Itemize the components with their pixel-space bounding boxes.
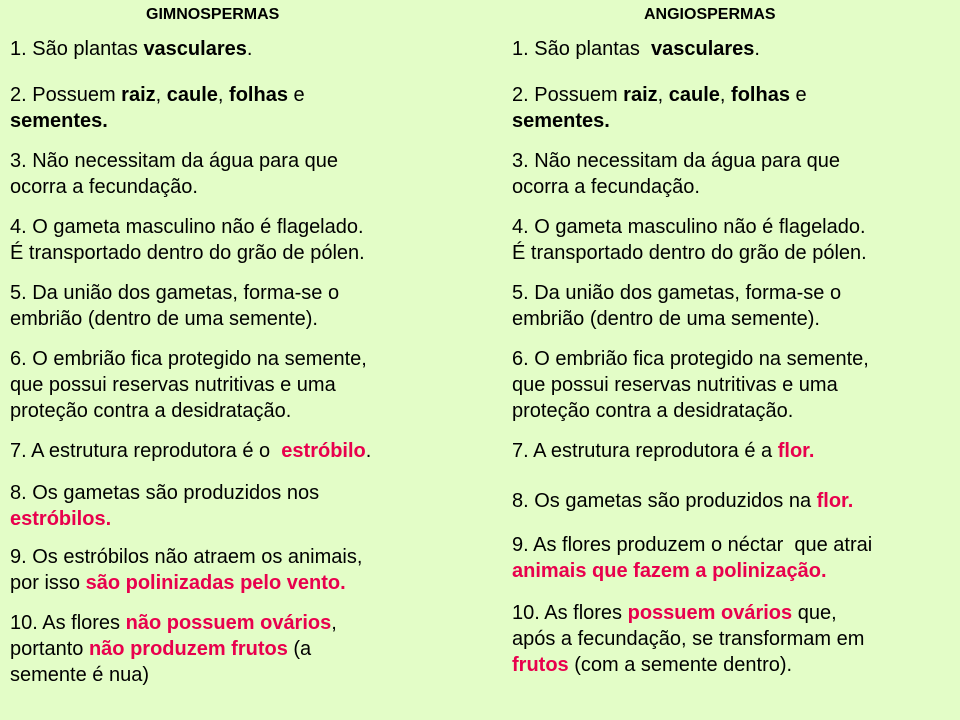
bold-text: sementes.: [10, 110, 108, 132]
highlighted-text: não possuem ovários: [125, 612, 332, 634]
item-line: [10, 372, 367, 398]
bold-text: sementes.: [512, 110, 610, 132]
text-segment: proteção contra a desidratação.: [10, 400, 292, 422]
text-segment: portanto: [10, 638, 89, 660]
bold-text: raiz: [121, 84, 156, 106]
list-item: [10, 280, 339, 332]
item-line: [512, 148, 840, 174]
highlighted-text: flor.: [777, 440, 815, 462]
list-item: [512, 214, 867, 266]
item-line: [512, 280, 841, 306]
text-segment: 2. Possuem: [10, 84, 122, 106]
item-line: [10, 306, 339, 332]
bold-text: vasculares: [143, 38, 247, 60]
list-item: [512, 82, 807, 134]
angiosperms-heading: ANGIOSPERMAS: [644, 6, 776, 23]
text-segment: ,: [657, 84, 669, 106]
text-segment: 2. Possuem: [512, 84, 624, 106]
item-line: [10, 480, 319, 506]
text-segment: .: [754, 38, 760, 60]
highlighted-text: animais que fazem a polinização.: [512, 560, 827, 582]
text-segment: 6. O embrião fica protegido na semente,: [512, 348, 869, 370]
highlighted-text: frutos: [512, 654, 569, 676]
item-line: [10, 662, 337, 688]
item-line: [10, 174, 338, 200]
text-segment: 7. A estrutura reprodutora é a: [512, 440, 778, 462]
item-line: [512, 558, 872, 584]
item-line: [10, 438, 371, 464]
bold-text: caule: [166, 84, 218, 106]
text-segment: por isso: [10, 572, 86, 594]
item-line: [10, 610, 337, 636]
highlighted-text: são polinizadas pelo vento.: [85, 572, 346, 594]
text-segment: que possui reservas nutritivas e uma: [512, 374, 838, 396]
text-segment: É transportado dentro do grão de pólen.: [512, 242, 867, 264]
item-line: [10, 240, 365, 266]
list-item: [10, 82, 305, 134]
item-line: [10, 108, 305, 134]
text-segment: 3. Não necessitam da água para que: [512, 150, 840, 172]
text-segment: 5. Da união dos gametas, forma-se o: [512, 282, 842, 304]
list-item: [512, 488, 853, 514]
list-item: [10, 480, 319, 532]
text-segment: ,: [719, 84, 732, 106]
text-segment: 10. As flores: [10, 612, 126, 634]
text-segment: semente é nua): [10, 664, 149, 686]
gymnosperms-heading: GIMNOSPERMAS: [146, 6, 280, 23]
text-segment: que,: [792, 602, 837, 624]
item-line: [512, 626, 864, 652]
text-segment: que possui reservas nutritivas e uma: [10, 374, 336, 396]
item-line: [10, 398, 367, 424]
highlighted-text: estróbilo: [281, 440, 366, 462]
text-segment: (a: [287, 638, 312, 660]
bold-text: folhas: [229, 84, 288, 106]
text-segment: 7. A estrutura reprodutora é o: [10, 440, 282, 462]
item-line: [512, 438, 814, 464]
list-item: [512, 532, 872, 584]
text-segment: 4. O gameta masculino não é flagelado.: [512, 216, 866, 238]
text-segment: e: [287, 84, 305, 106]
item-line: [10, 636, 337, 662]
item-line: [512, 306, 841, 332]
highlighted-text: não produzem frutos: [88, 638, 288, 660]
text-segment: 3. Não necessitam da água para que: [10, 150, 338, 172]
item-line: [512, 488, 853, 514]
text-segment: e: [789, 84, 807, 106]
text-segment: 4. O gameta masculino não é flagelado.: [10, 216, 364, 238]
item-line: [512, 600, 864, 626]
text-segment: embrião (dentro de uma semente).: [10, 308, 318, 330]
item-line: [512, 214, 867, 240]
text-segment: 1. São plantas: [512, 38, 651, 60]
item-line: [512, 174, 840, 200]
item-line: [10, 82, 305, 108]
list-item: [10, 346, 367, 424]
text-segment: ,: [217, 84, 230, 106]
text-segment: 9. As flores produzem o néctar que atrai: [512, 534, 873, 556]
list-item: [512, 280, 841, 332]
bold-text: raiz: [623, 84, 658, 106]
text-segment: ,: [331, 612, 337, 634]
item-line: [512, 240, 867, 266]
list-item: [512, 346, 869, 424]
text-segment: embrião (dentro de uma semente).: [512, 308, 820, 330]
bold-text: caule: [668, 84, 720, 106]
text-segment: ,: [155, 84, 167, 106]
text-segment: 8. Os gametas são produzidos na: [512, 490, 817, 512]
item-line: [10, 346, 367, 372]
text-segment: ocorra a fecundação.: [512, 176, 700, 198]
item-line: [10, 506, 319, 532]
list-item: [10, 544, 362, 596]
highlighted-text: estróbilos.: [10, 508, 112, 530]
bold-text: vasculares: [650, 38, 755, 60]
item-line: [512, 36, 760, 62]
text-segment: ocorra a fecundação.: [10, 176, 198, 198]
list-item: [512, 438, 814, 464]
list-item: [512, 36, 760, 62]
list-item: [10, 610, 337, 688]
text-segment: .: [365, 440, 372, 462]
item-line: [512, 108, 807, 134]
item-line: [512, 398, 869, 424]
text-segment: após a fecundação, se transformam em: [512, 628, 865, 650]
text-segment: (com a semente dentro).: [568, 654, 793, 676]
text-segment: É transportado dentro do grão de pólen.: [10, 242, 365, 264]
text-segment: proteção contra a desidratação.: [512, 400, 794, 422]
text-segment: 9. Os estróbilos não atraem os animais,: [10, 546, 363, 568]
item-line: [512, 532, 872, 558]
bold-text: folhas: [731, 84, 790, 106]
list-item: [512, 148, 840, 200]
text-segment: 8. Os gametas são produzidos nos: [10, 482, 320, 504]
list-item: [10, 148, 338, 200]
item-line: [512, 346, 869, 372]
list-item: [512, 600, 864, 678]
item-line: [10, 148, 338, 174]
text-segment: .: [246, 38, 253, 60]
text-segment: 1. São plantas: [10, 38, 144, 60]
text-segment: 6. O embrião fica protegido na semente,: [10, 348, 367, 370]
list-item: [10, 214, 365, 266]
highlighted-text: possuem ovários: [627, 602, 793, 624]
item-line: [10, 280, 339, 306]
item-line: [10, 570, 362, 596]
item-line: [512, 82, 807, 108]
text-segment: 10. As flores: [512, 602, 628, 624]
list-item: [10, 36, 252, 62]
highlighted-text: flor.: [816, 490, 854, 512]
item-line: [512, 652, 864, 678]
item-line: [10, 544, 362, 570]
text-segment: 5. Da união dos gametas, forma-se o: [10, 282, 340, 304]
item-line: [10, 214, 365, 240]
list-item: [10, 438, 371, 464]
item-line: [10, 36, 252, 62]
item-line: [512, 372, 869, 398]
